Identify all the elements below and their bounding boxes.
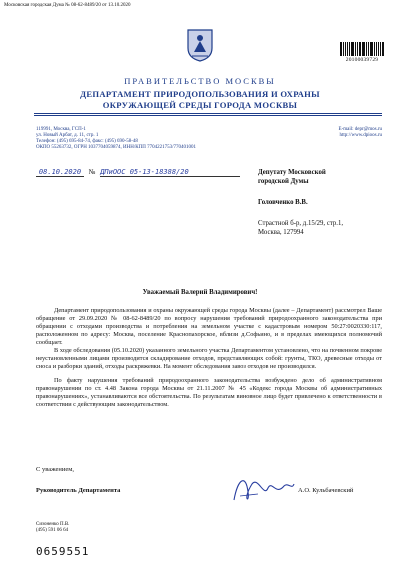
outgoing-reference [36,168,246,182]
greeting: Уважаемый Валерий Владимирович! [142,289,258,296]
registration-note: Московская городская Дума № 08-62-8489/20 от 13.10.2020 [4,3,131,8]
letter-body [36,307,382,409]
website-line: http://www.dpioos.ru [339,133,382,138]
street-line: ул. Новый Арбат, д. 11, стр. 1 [36,133,99,138]
executor-phone: (495) 591 06 64 [36,528,69,533]
addressee-name: Головченко В.В. [258,199,308,206]
addressee-block [258,168,388,237]
contacts-left [36,127,236,151]
handwritten-signature [228,470,298,510]
executor-block [36,522,69,534]
outgoing-number: ДПиООС 05-13-18388/20 [100,168,240,177]
addressee-line1: Депутату Московской [258,169,326,176]
outgoing-date: 08.10.2020 [36,168,84,177]
phone-line: Телефон: (495) 695-84-74, факс: (495) 690-58-48 [36,139,138,144]
contacts-right [270,127,382,139]
addressee-street: Страстной б-р, д.15/29, стр.1, [258,220,344,227]
barcode-bars [340,42,384,56]
document-serial-number: 0659551 [36,545,90,558]
department-title-line2: ОКРУЖАЮЩЕЙ СРЕДЫ ГОРОДА МОСКВЫ [102,100,298,110]
government-title: ПРАВИТЕЛЬСТВО МОСКВЫ [124,76,276,86]
header-rule-second [34,115,382,116]
closing: С уважением, [36,466,74,473]
paragraph-2: В ходе обследования (05.10.2020) указанного земельного участка Департаментом установлено, что на почвенном покрове неустановленными лицами производится складирование отходов, представляющих собой: грунты, ТКО, древесные отходы от сноса и разборки зданий, отходы раскряжевки. На момент обследования завоз отходов не производился. [36,347,382,370]
paragraph-3: По факту нарушения требований природоохранного законодательства возбуждено дело об административном правонарушении по ст. 4.48 Закона города Москвы от 21.11.2007 № 45 «Кодекс города Москвы об административных правонарушениях», устанавливаются все обстоятельства. По результатам виновное лицо будет привлечено к ответственности в соответствии с действующим законодательством. [36,377,382,408]
department-title-line1: ДЕПАРТАМЕНТ ПРИРОДОПОЛЬЗОВАНИЯ И ОХРАНЫ [80,89,320,99]
moscow-coat-of-arms-icon [186,28,214,62]
header-rule [34,113,382,114]
email-line: E-mail: depr@mos.ru [338,127,382,132]
barcode [340,42,384,64]
registry-codes-line: ОКПО 55263732, ОГРН 1037704059874, ИНН/КПП 7704221753/770401001 [36,145,196,150]
executor-name: Сизоненко П.В. [36,522,70,527]
addressee-city: Москва, 127994 [258,229,304,236]
barcode-number: 20100039729 [345,57,379,63]
signatory-title: Руководитель Департамента [36,487,121,494]
signatory-name: А.О. Кульбачевский [298,487,354,494]
paragraph-1: Департамент природопользования и охраны окружающей среды города Москвы (далее – Департамент) рассмотрел Ваше обращение от 29.09.2020 № 08-62-8489/20 по вопросу нарушения требований природоохранного законодательства при обращении с отходами производства и потребления на земельном участке с кадастровым номером 50:27:0020330:117, расположенном по адресу: Москва, поселение Краснопахорское, вблизи д.Софьино, и в пределах имеющихся полномочий сообщает. [36,307,382,346]
number-sign: № [88,168,96,176]
address-line: 119991, Москва, ГСП-1 [36,127,86,132]
addressee-line2: городской Думы [258,178,309,185]
